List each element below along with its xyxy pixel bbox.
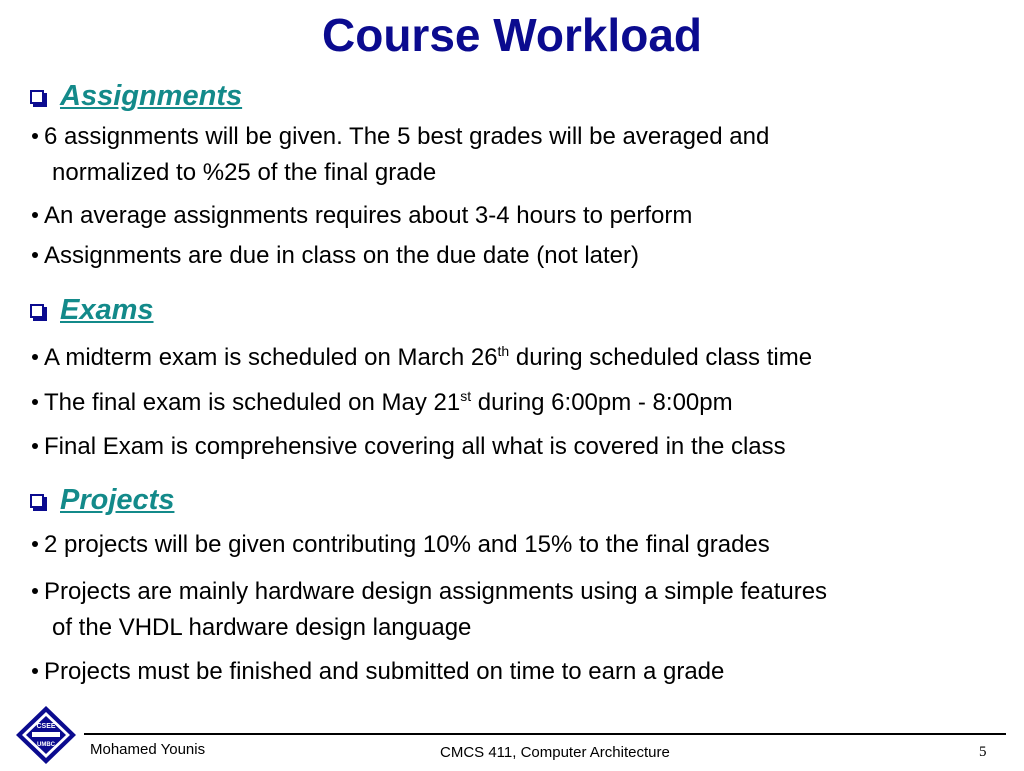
bullet-dot-icon	[32, 212, 38, 218]
svg-text:UMBC: UMBC	[37, 742, 55, 748]
csee-umbc-logo	[14, 704, 78, 766]
section-label-assignments: Assignments	[60, 79, 243, 112]
bullet-assignments-2: An average assignments requires about 3-4 hours to perform	[32, 198, 692, 234]
page-number: 5	[979, 744, 987, 760]
section-projects	[30, 482, 174, 518]
checkbox-bullet-icon	[30, 304, 44, 318]
bullet-projects-3: Projects must be finished and submitted on time to earn a grade	[32, 654, 724, 690]
section-label-projects: Projects	[60, 483, 175, 516]
section-assignments	[30, 78, 242, 114]
bullet-dot-icon	[32, 541, 38, 547]
section-exams	[30, 292, 154, 328]
bullet-dot-icon	[32, 252, 38, 258]
section-label-exams: Exams	[60, 293, 154, 326]
footer-course: CMCS 411, Computer Architecture	[440, 744, 670, 761]
footer-divider	[84, 733, 1006, 735]
bullet-dot-icon	[32, 354, 38, 360]
bullet-assignments-1: 6 assignments will be given. The 5 best grades will be averaged and normalized to %25 of the final grade	[32, 119, 769, 191]
slide-title: Course Workload	[322, 9, 702, 61]
bullet-projects-1: 2 projects will be given contributing 10% and 15% to the final grades	[32, 527, 770, 563]
bullet-projects-2: Projects are mainly hardware design assignments using a simple features of the VHDL hardware design language	[32, 574, 827, 646]
bullet-exams-1: A midterm exam is scheduled on March 26th during scheduled class time	[32, 340, 812, 376]
bullet-dot-icon	[32, 133, 38, 139]
bullet-exams-3: Final Exam is comprehensive covering all what is covered in the class	[32, 429, 786, 465]
checkbox-bullet-icon	[30, 90, 44, 104]
bullet-dot-icon	[32, 443, 38, 449]
footer-author: Mohamed Younis	[90, 741, 206, 758]
checkbox-bullet-icon	[30, 494, 44, 508]
bullet-dot-icon	[32, 668, 38, 674]
svg-text:CSEE: CSEE	[36, 723, 56, 730]
bullet-dot-icon	[32, 588, 38, 594]
bullet-exams-2: The final exam is scheduled on May 21st during 6:00pm - 8:00pm	[32, 385, 733, 421]
bullet-assignments-3: Assignments are due in class on the due date (not later)	[32, 238, 639, 274]
bullet-dot-icon	[32, 399, 38, 405]
